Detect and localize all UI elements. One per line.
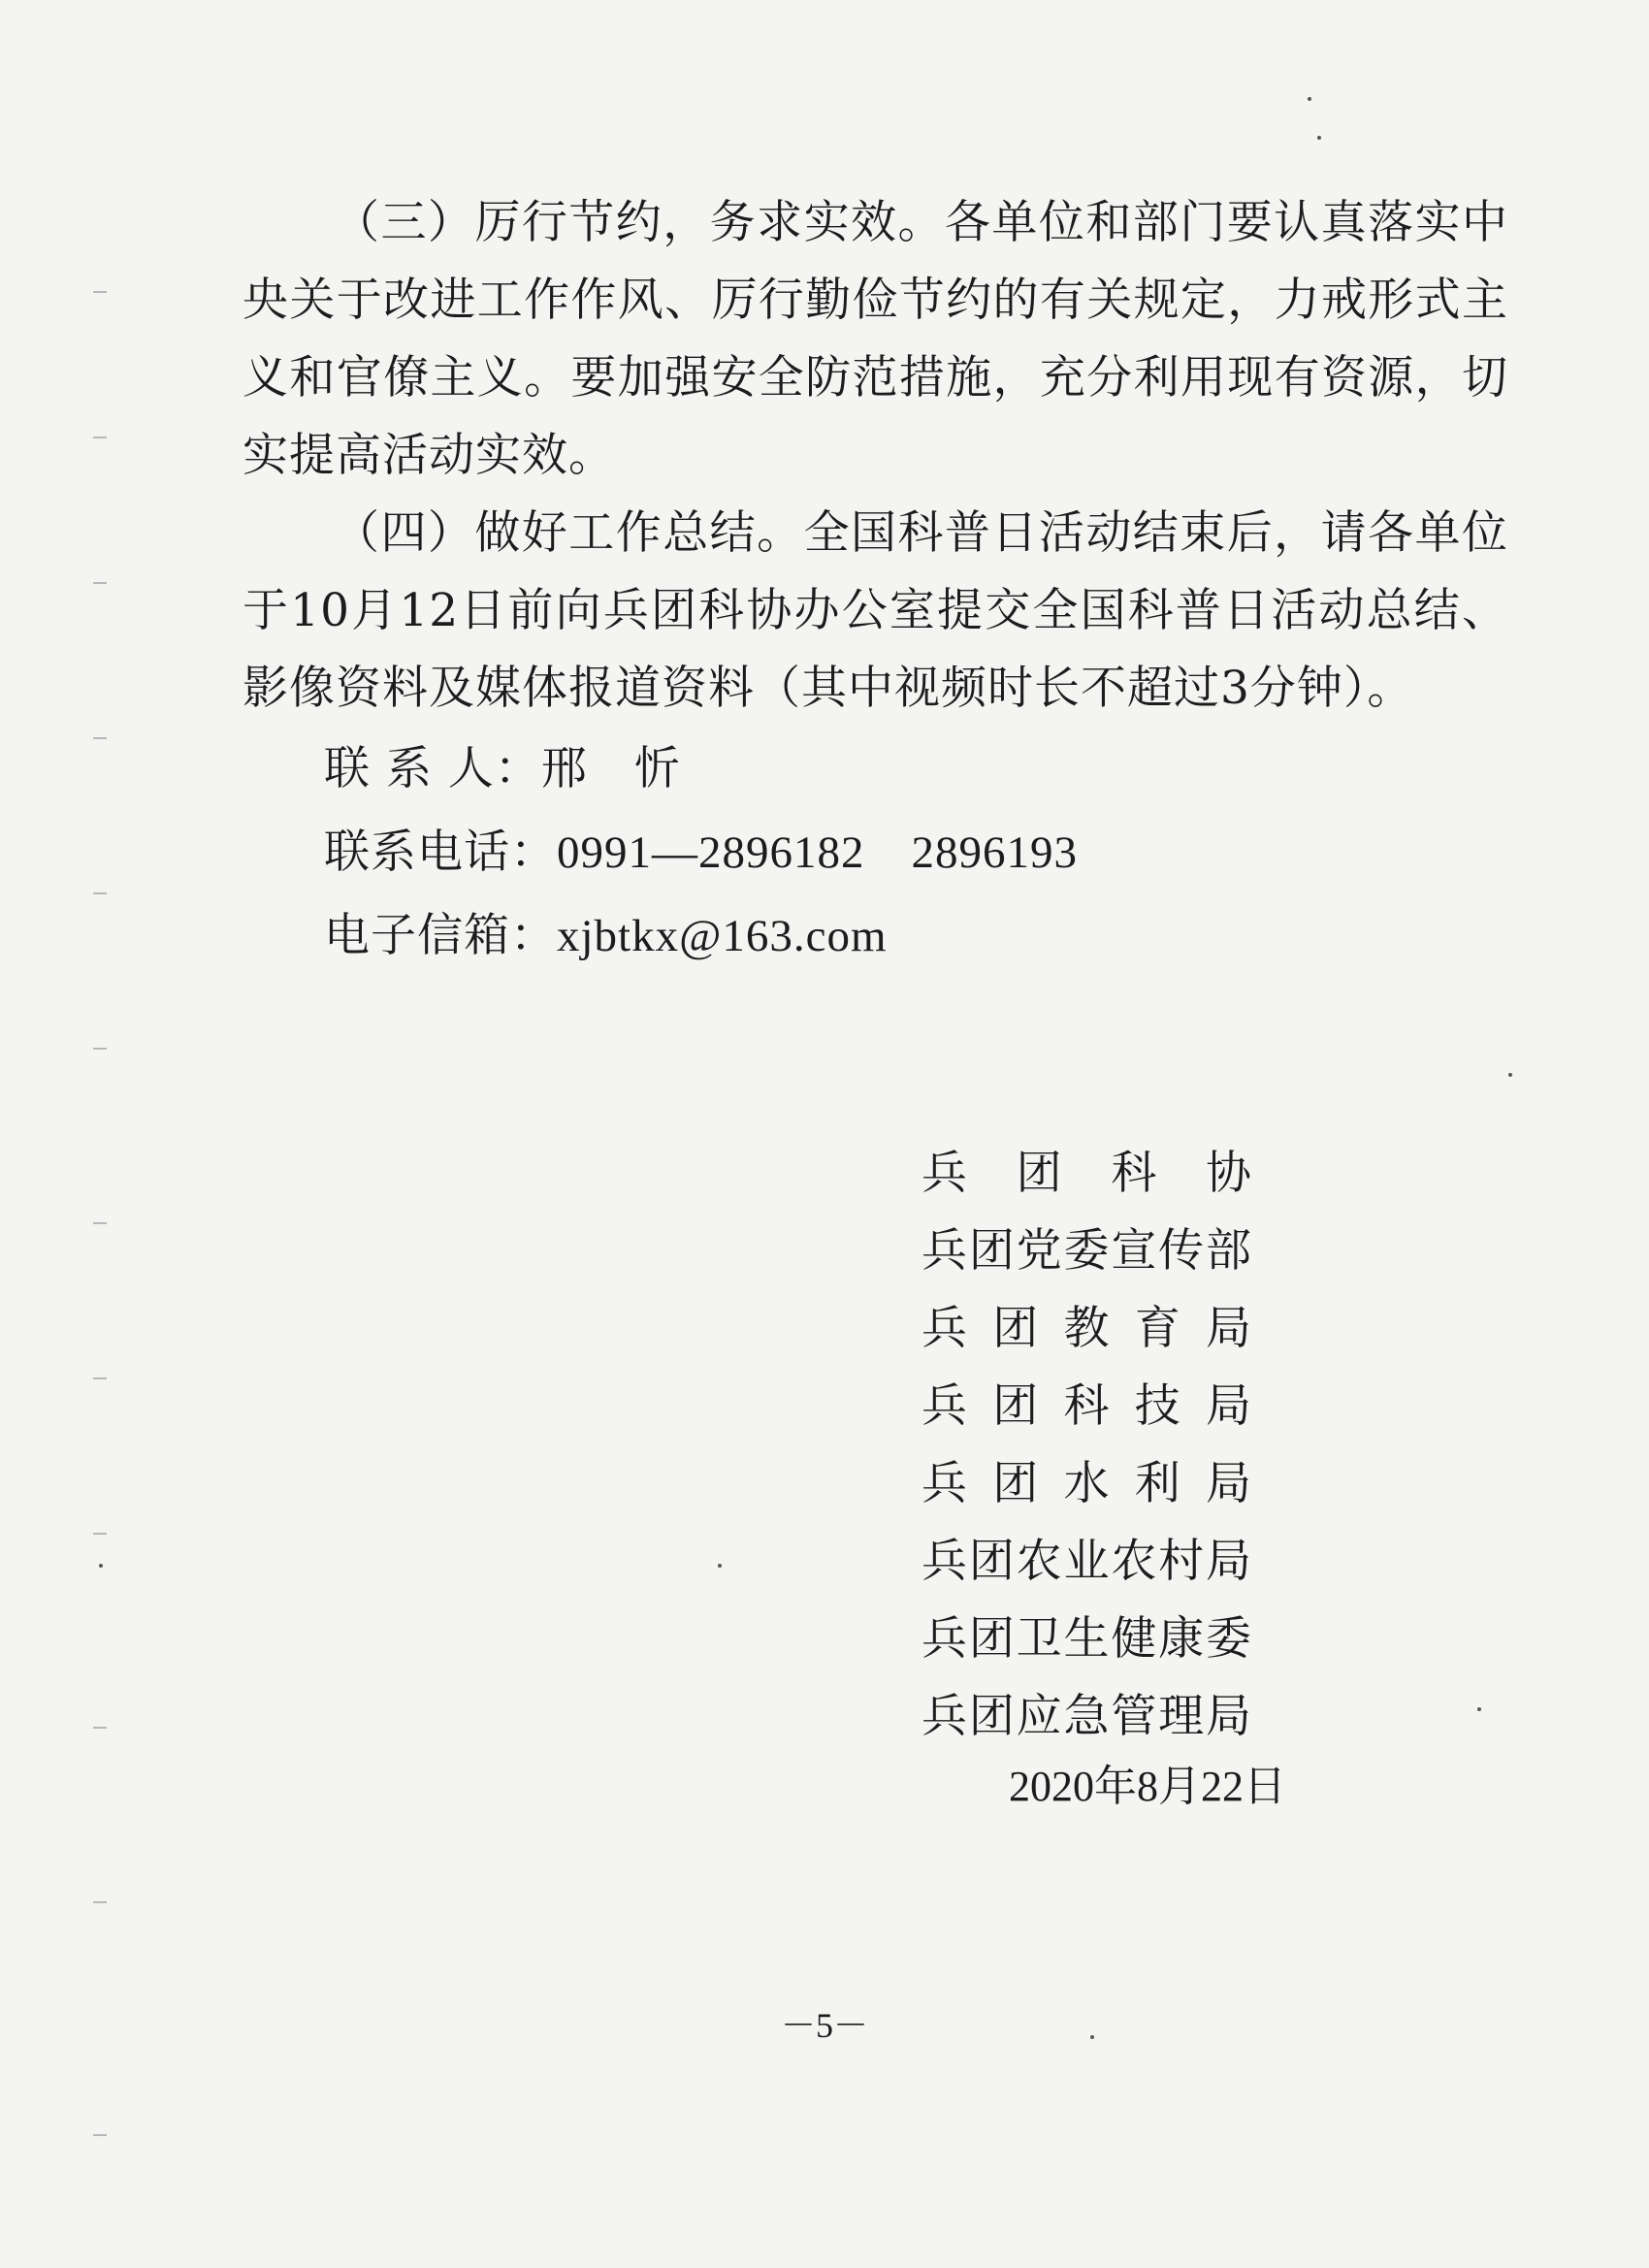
page-number: －5－ xyxy=(780,2006,868,2045)
contact-email-label: 电子信箱： xyxy=(324,909,557,962)
issuer-char: 局 xyxy=(1205,1690,1251,1743)
issuer-line xyxy=(922,1523,1251,1601)
issuer-char: 科 xyxy=(1063,1379,1110,1433)
issuer-char: 兵 xyxy=(922,1690,967,1743)
issuer-char: 兵 xyxy=(922,1147,967,1200)
issuer-line xyxy=(922,1135,1251,1213)
issuer-char: 委 xyxy=(1063,1224,1110,1278)
issuer-char: 村 xyxy=(1158,1535,1205,1588)
issuer-char: 农 xyxy=(1016,1535,1062,1588)
issuer-char: 团 xyxy=(1016,1147,1062,1200)
scan-speck xyxy=(99,1564,103,1568)
issuer-char: 教 xyxy=(1063,1302,1110,1355)
issuer-char: 局 xyxy=(1206,1302,1251,1355)
issuer-char: 卫 xyxy=(1016,1612,1062,1666)
issuer-char: 传 xyxy=(1158,1224,1205,1278)
scan-speck xyxy=(1477,1707,1481,1711)
issuer-char: 水 xyxy=(1063,1457,1110,1510)
paragraph-three: （三）厉行节约，务求实效。各单位和部门要认真落实中央关于改进工作作风、厉行勤俭节约的有关规定，力戒形式主义和官僚主义。要加强安全防范措施，充分利用现有资源，切实提高活动实效。 xyxy=(242,196,1508,482)
issuer-char: 业 xyxy=(1063,1535,1110,1588)
scan-speck xyxy=(718,1564,722,1568)
issuer-char: 管 xyxy=(1111,1690,1157,1743)
issuer-char: 康 xyxy=(1158,1612,1205,1666)
scan-edge-mark xyxy=(93,737,107,739)
issuer-char: 团 xyxy=(992,1457,1039,1510)
issuer-line xyxy=(922,1368,1251,1445)
issuer-char: 团 xyxy=(968,1612,1015,1666)
contact-email-line xyxy=(242,894,1508,978)
scan-edge-mark xyxy=(93,1727,107,1729)
issuer-char: 团 xyxy=(992,1302,1039,1355)
issue-date: 2020年8月22日 xyxy=(1009,1763,1286,1810)
issuer-char: 兵 xyxy=(922,1302,967,1355)
scan-edge-mark xyxy=(93,1533,107,1535)
issuer-char: 团 xyxy=(968,1535,1015,1588)
issuer-char: 生 xyxy=(1063,1612,1110,1666)
paragraph-four: （四）做好工作总结。全国科普日活动结束后，请各单位于10月12日前向兵团科协办公室提交全国科普日活动总结、影像资料及媒体报道资料（其中视频时长不超过3分钟）。 xyxy=(242,506,1508,715)
scan-edge-mark xyxy=(93,2134,107,2136)
issuer-char: 局 xyxy=(1205,1535,1251,1588)
issuer-char: 兵 xyxy=(922,1224,967,1278)
scan-edge-mark xyxy=(93,582,107,584)
issuer-char: 健 xyxy=(1111,1612,1157,1666)
issuer-char: 委 xyxy=(1205,1612,1251,1666)
contact-phone-line xyxy=(242,811,1508,894)
issuing-organizations xyxy=(922,1135,1329,1756)
scan-edge-mark xyxy=(93,1222,107,1224)
contact-person-value: 邢 忻 xyxy=(540,744,681,794)
scan-edge-mark xyxy=(93,1048,107,1050)
issuer-char: 急 xyxy=(1063,1690,1110,1743)
issuer-char: 育 xyxy=(1134,1302,1180,1355)
issuer-char: 理 xyxy=(1158,1690,1205,1743)
issuer-char: 部 xyxy=(1205,1224,1251,1278)
issuer-char: 团 xyxy=(992,1379,1039,1433)
issuer-char: 兵 xyxy=(922,1457,967,1510)
issuer-char: 兵 xyxy=(922,1612,967,1666)
scan-speck xyxy=(1317,136,1321,140)
contact-person-line xyxy=(242,728,1508,811)
scan-edge-mark xyxy=(93,291,107,293)
scan-edge-mark xyxy=(93,892,107,894)
issuer-char: 应 xyxy=(1016,1690,1062,1743)
issuer-line xyxy=(922,1445,1251,1523)
scan-speck xyxy=(1508,1073,1512,1077)
contact-phone-label: 联系电话： xyxy=(324,826,557,879)
body-text xyxy=(242,184,1508,978)
issuer-char: 宣 xyxy=(1111,1224,1157,1278)
issuer-char: 局 xyxy=(1206,1379,1251,1433)
issuer-char: 兵 xyxy=(922,1535,967,1588)
issuer-char: 团 xyxy=(968,1690,1015,1743)
contact-email-value: xjbtkx@163.com xyxy=(557,911,888,961)
issuer-char: 局 xyxy=(1206,1457,1251,1510)
issuer-char: 技 xyxy=(1134,1379,1180,1433)
issuer-char: 协 xyxy=(1205,1147,1251,1200)
issuer-char: 科 xyxy=(1111,1147,1157,1200)
scan-edge-mark xyxy=(93,1377,107,1379)
issuer-char: 党 xyxy=(1016,1224,1062,1278)
issuer-line xyxy=(922,1601,1251,1678)
scan-speck xyxy=(1308,97,1311,101)
issuer-char: 农 xyxy=(1111,1535,1157,1588)
issuer-char: 团 xyxy=(968,1224,1015,1278)
scan-edge-mark xyxy=(93,437,107,438)
issuer-char: 利 xyxy=(1134,1457,1180,1510)
issuer-line xyxy=(922,1213,1251,1290)
contact-person-label: 联 系 人： xyxy=(324,742,541,795)
issuer-char: 兵 xyxy=(922,1379,967,1433)
issuer-line xyxy=(922,1678,1251,1756)
issuer-line xyxy=(922,1290,1251,1368)
scan-edge-mark xyxy=(93,1901,107,1903)
contact-phone-value: 0991—2896182 2896193 xyxy=(557,827,1078,878)
